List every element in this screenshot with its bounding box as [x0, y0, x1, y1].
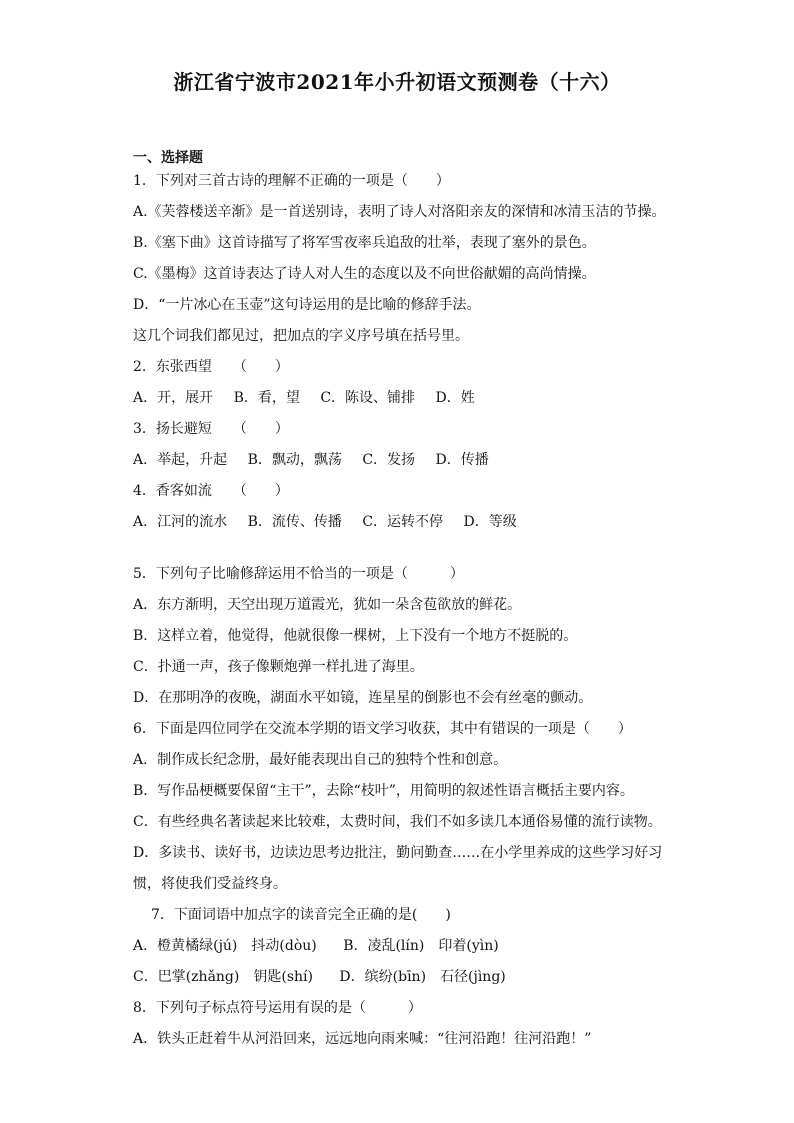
question-5-option-a: A．东方渐明，天空出现万道霞光，犹如一朵含苞欲放的鲜花。	[133, 597, 522, 613]
instruction-text: 这几个词我们都见过，把加点的字义序号填在括号里。	[133, 328, 469, 344]
question-2-option-d: D．姓	[435, 390, 475, 406]
question-4-stem: 4．香客如流 （ ）	[133, 483, 289, 499]
question-2-stem: 2．东张西望 （ ）	[133, 359, 289, 375]
question-3-options	[133, 450, 505, 470]
question-2-option-c: C．陈设、铺排	[320, 390, 416, 406]
question-3-option-b: B．飘动，飘荡	[247, 452, 342, 468]
question-3-option-c: C．发扬	[362, 452, 416, 468]
section-heading: 一、选择题	[133, 150, 203, 166]
question-8-option-a: A．铁头正赶着牛从河沿回来，远远地向雨来喊：“往河沿跑！往河沿跑！”	[133, 1031, 592, 1047]
question-7-option-d: D．缤纷(bīn) 石径(jìng)	[339, 969, 506, 985]
question-4-options	[133, 512, 533, 532]
question-6-option-b: B．写作品梗概要保留“主干”，去除“枝叶”，用简明的叙述性语言概括主要内容。	[133, 783, 634, 799]
question-2-options	[133, 388, 491, 408]
question-8-stem: 8．下列句子标点符号运用有误的是（ ）	[133, 1000, 422, 1016]
question-7-option-c: C．巴掌(zhǎng) 钥匙(shí)	[133, 969, 313, 985]
question-3-option-a: A．举起，升起	[133, 452, 228, 468]
question-3-option-d: D．传播	[435, 452, 489, 468]
question-6-option-d-line-1: D．多读书、读好书，边读边思考边批注，勤问勤查……在小学里养成的这些学习好习	[133, 845, 663, 861]
question-6-option-d-line-2: 惯，将使我们受益终身。	[133, 876, 287, 892]
question-1-option-c: C.《墨梅》这首诗表达了诗人对人生的态度以及不向世俗献媚的高尚情操。	[133, 266, 596, 282]
question-7-options-row-2	[133, 967, 522, 987]
question-7-stem: 7．下面词语中加点字的读音完全正确的是( )	[151, 907, 451, 923]
question-5-option-b: B．这样立着，他觉得，他就很像一棵树，上下没有一个地方不挺脱的。	[133, 628, 578, 644]
page-title: 浙江省宁波市2021年小升初语文预测卷（十六）	[173, 70, 621, 94]
question-1-option-b: B.《塞下曲》这首诗描写了将军雪夜率兵追敌的壮举，表现了塞外的景色。	[133, 235, 596, 251]
question-6-option-c: C．有些经典名著读起来比较难，太费时间，我们不如多读几本通俗易懂的流行读物。	[133, 814, 662, 830]
question-1-stem: 1．下列对三首古诗的理解不正确的一项是（ ）	[133, 173, 450, 189]
question-5-option-d: D．在那明净的夜晚，湖面水平如镜，连星星的倒影也不会有丝毫的颤动。	[133, 690, 593, 706]
question-4-option-a: A．江河的流水	[133, 514, 228, 530]
question-6-option-a: A．制作成长纪念册，最好能表现出自己的独特个性和创意。	[133, 752, 508, 768]
question-4-option-d: D．等级	[463, 514, 517, 530]
question-3-stem: 3．扬长避短 （ ）	[133, 421, 289, 437]
question-7-option-a: A．橙黄橘绿(jú) 抖动(dòu)	[133, 938, 317, 954]
question-4-option-c: C．运转不停	[362, 514, 444, 530]
question-7-option-b: B．凌乱(lín) 印着(yìn)	[343, 938, 499, 954]
question-6-stem: 6．下面是四位同学在交流本学期的语文学习收获，其中有错误的一项是（ ）	[133, 721, 632, 737]
question-5-stem: 5．下列句子比喻修辞运用不恰当的一项是（ ）	[133, 566, 464, 582]
question-1-option-d: D．“一片冰心在玉壶”这句诗运用的是比喻的修辞手法。	[133, 297, 481, 313]
question-5-option-c: C．扑通一声，孩子像颗炮弹一样扎进了海里。	[133, 659, 424, 675]
question-7-options-row-1	[133, 936, 515, 956]
question-1-option-a: A.《芙蓉楼送辛渐》是一首送别诗，表明了诗人对洛阳亲友的深情和冰清玉洁的节操。	[133, 204, 666, 220]
question-2-option-a: A．开，展开	[133, 390, 214, 406]
question-4-option-b: B．流传、传播	[247, 514, 342, 530]
question-2-option-b: B．看，望	[233, 390, 300, 406]
